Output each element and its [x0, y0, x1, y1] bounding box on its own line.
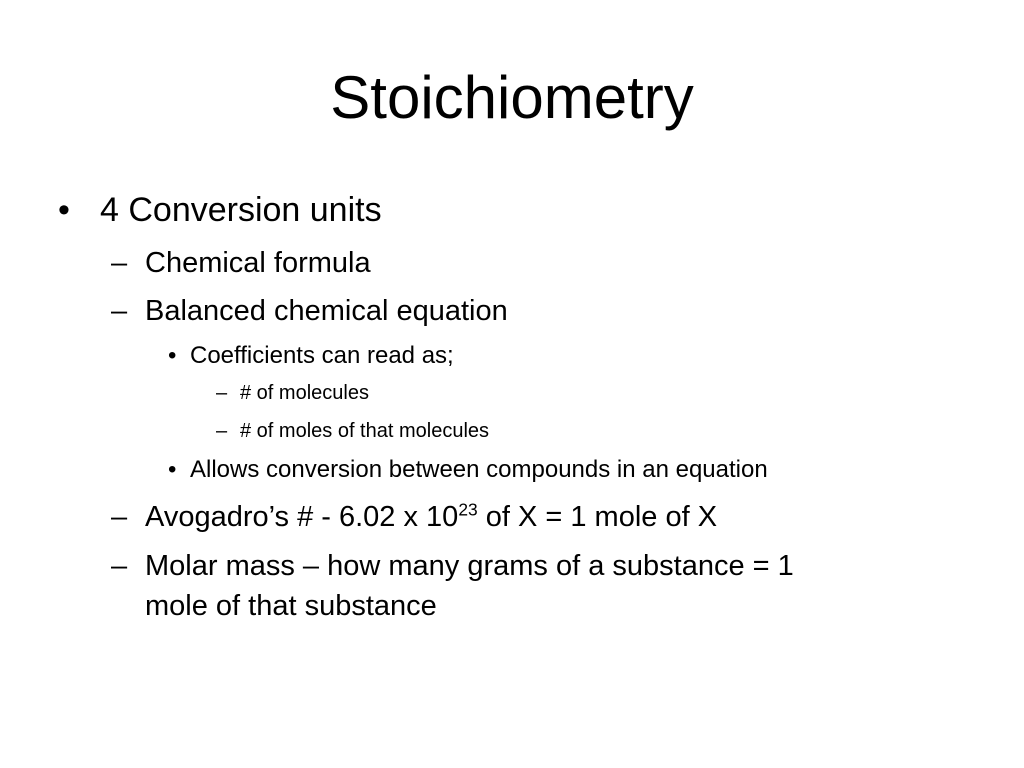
detail-item-text: # of moles of that molecules — [240, 420, 490, 442]
bullet-marker: • — [58, 191, 70, 229]
sub-item-text: mole of that substance — [145, 590, 437, 622]
dash-marker: – — [111, 295, 128, 327]
sub-item-chemical-formula — [111, 243, 371, 283]
slide-title: Stoichiometry — [330, 64, 694, 131]
avogadro-text — [145, 501, 717, 533]
sub-sub-item-coefficients — [168, 341, 454, 371]
sub-item-text: Chemical formula — [145, 247, 371, 279]
detail-item-moles — [216, 418, 490, 444]
sub-sub-item-text: Allows conversion between compounds in an equation — [190, 456, 768, 483]
avogadro-prefix: Avogadro’s # - 6.02 x 10 — [145, 501, 459, 533]
avogadro-suffix: of X = 1 mole of X — [477, 501, 718, 533]
bullet-item-conversion-units — [58, 190, 382, 230]
avogadro-exponent: 23 — [458, 499, 478, 520]
dash-marker: – — [111, 247, 128, 279]
sub-item-balanced-equation — [111, 291, 508, 331]
dash-marker: – — [216, 420, 228, 442]
sub-sub-item-allows-conversion — [168, 455, 768, 485]
sub-item-molar-mass-continuation — [145, 586, 437, 626]
bullet-marker: • — [168, 342, 177, 369]
sub-item-text: Balanced chemical equation — [145, 295, 508, 327]
sub-item-avogadro — [111, 497, 718, 537]
detail-item-molecules — [216, 380, 369, 406]
sub-item-molar-mass — [111, 546, 794, 586]
detail-item-text: # of molecules — [240, 382, 369, 404]
bullet-text: 4 Conversion units — [100, 191, 382, 229]
dash-marker: – — [111, 501, 128, 533]
sub-sub-item-text: Coefficients can read as; — [190, 342, 454, 369]
dash-marker: – — [111, 550, 128, 582]
sub-item-text: Molar mass – how many grams of a substance = 1 — [145, 550, 794, 582]
bullet-marker: • — [168, 456, 177, 483]
dash-marker: – — [216, 382, 228, 404]
